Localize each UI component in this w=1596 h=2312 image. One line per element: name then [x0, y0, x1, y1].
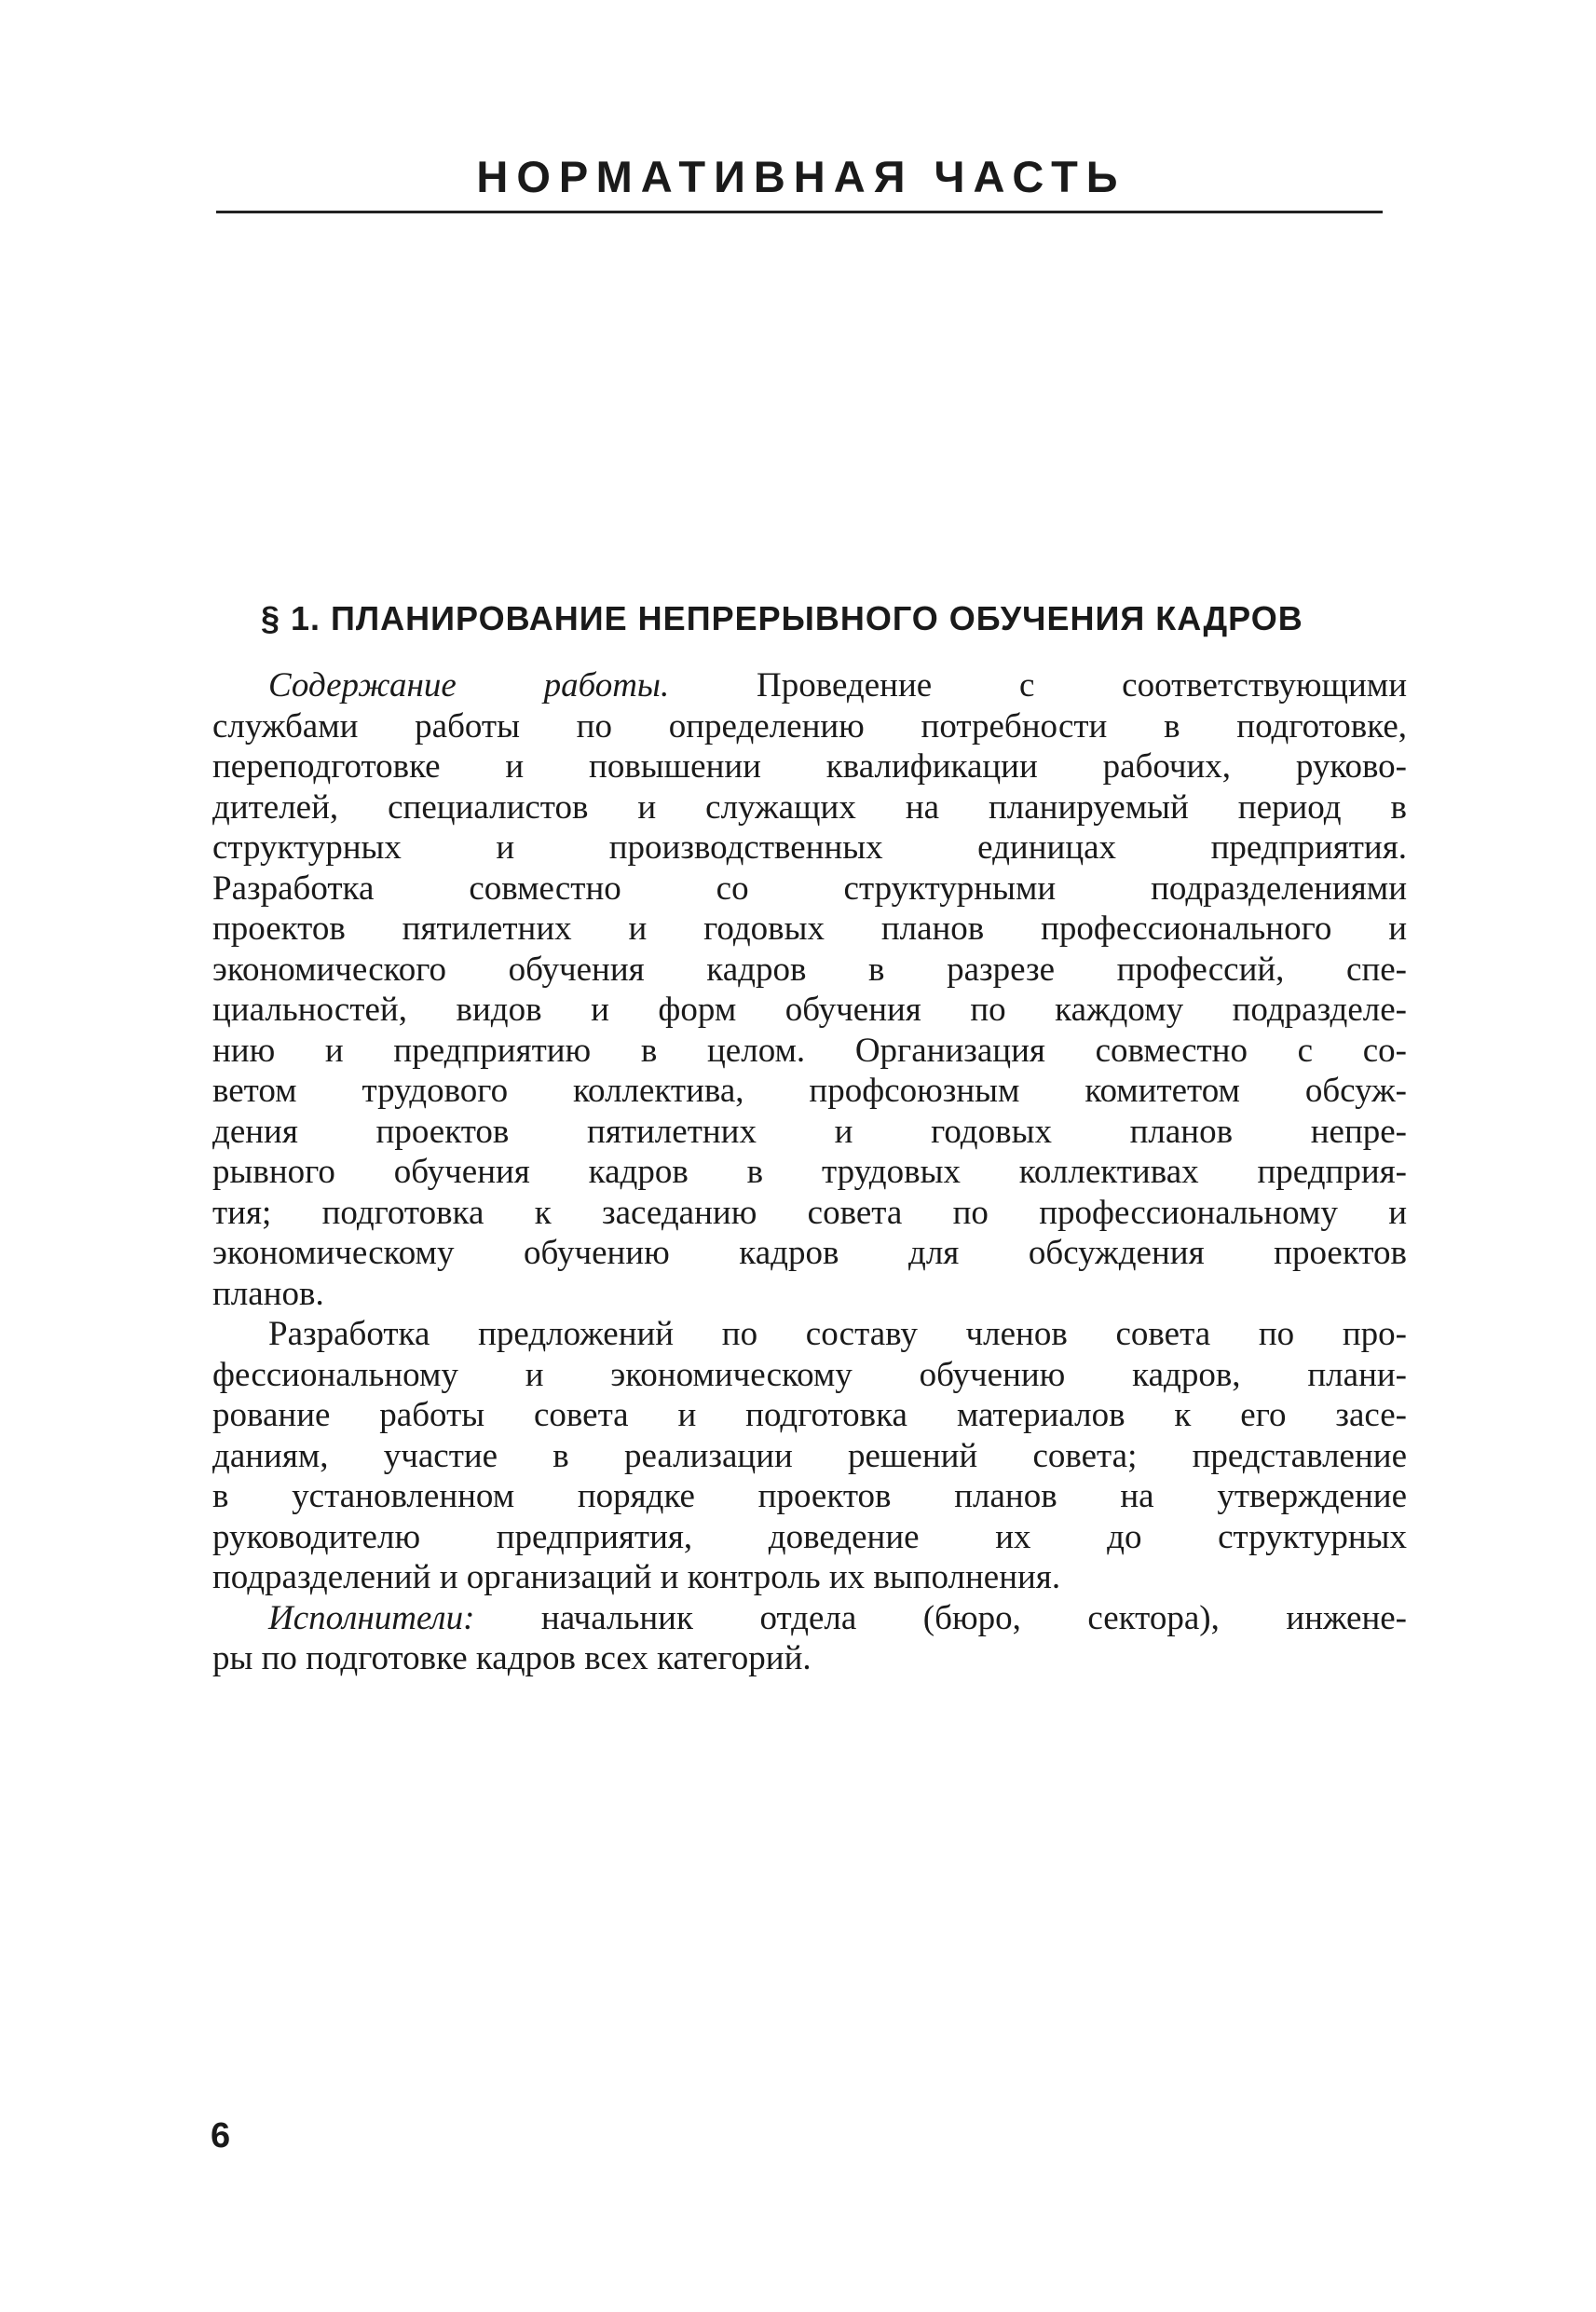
- paragraph-2-line: даниям, участие в реализации решений совета; представление: [212, 1436, 1407, 1475]
- paragraph-3-line-1-text: начальник отдела (бюро, сектора), инжене-: [474, 1598, 1407, 1637]
- paragraph-3-last-line: ры по подготовке кадров всех категорий.: [212, 1639, 812, 1677]
- paragraph-1-line: дителей, специалистов и служащих на планируемый период в: [212, 787, 1407, 827]
- paragraph-2-line-1: Разработка предложений по составу членов совета по про-: [268, 1315, 1407, 1353]
- paragraph-1-last-line: планов.: [212, 1274, 324, 1313]
- paragraph-2-last-line: подразделений и организаций и контроль их выполнения.: [212, 1558, 1061, 1596]
- paragraph-1-line: экономического обучения кадров в разрезе профессий, спе-: [212, 950, 1407, 989]
- paragraph-1-line: ветом трудового коллектива, профсоюзным комитетом обсуж-: [212, 1072, 1407, 1110]
- body-text: [212, 665, 1407, 1679]
- paragraph-1-line: проектов пятилетних и годовых планов профессионального и: [212, 910, 1407, 948]
- paragraph-1-line: дения проектов пятилетних и годовых планов непре-: [212, 1112, 1407, 1151]
- paragraph-2-line: в установленном порядке проектов планов на утверждение: [212, 1477, 1407, 1515]
- page-number: 6: [211, 2116, 231, 2155]
- paragraph-1-line: нию и предприятию в целом. Организация совместно с со-: [212, 1031, 1407, 1070]
- paragraph-1-line: службами работы по определению потребности в подготовке,: [212, 706, 1407, 746]
- paragraph-1-line: переподготовке и повышении квалификации рабочих, руково-: [212, 747, 1407, 786]
- paragraph-2-line: рование работы совета и подготовка материалов к его засе-: [212, 1396, 1407, 1434]
- paragraph-1-line: Разработка совместно со структурными подразделениями: [212, 869, 1407, 908]
- section-heading: § 1. ПЛАНИРОВАНИЕ НЕПРЕРЫВНОГО ОБУЧЕНИЯ КАДРОВ: [261, 599, 1303, 637]
- paragraph-1-line-1-text: Проведение с соответствующими: [669, 666, 1408, 705]
- title-underline: [216, 211, 1383, 213]
- performers-label: Исполнители:: [268, 1598, 475, 1637]
- content-label: Содержание работы.: [268, 666, 670, 705]
- paragraph-2-line: фессиональному и экономическому обучению кадров, плани-: [212, 1355, 1407, 1394]
- paragraph-1-line: экономическому обучению кадров для обсуждения проектов: [212, 1234, 1407, 1272]
- paragraph-2-line: руководителю предприятия, доведение их до структурных: [212, 1517, 1407, 1556]
- paragraph-3-line-1: [212, 1598, 1407, 1639]
- part-title: НОРМАТИВНАЯ ЧАСТЬ: [476, 152, 1126, 201]
- paragraph-1-line: тия; подготовка к заседанию совета по профессиональному и: [212, 1193, 1407, 1232]
- paragraph-1-line: циальностей, видов и форм обучения по каждому подразделе-: [212, 991, 1407, 1029]
- paragraph-1-line-1: [212, 665, 1407, 706]
- paragraph-1-line: рывного обучения кадров в трудовых коллективах предприя-: [212, 1153, 1407, 1191]
- paragraph-1-line: структурных и производственных единицах предприятия.: [212, 828, 1407, 867]
